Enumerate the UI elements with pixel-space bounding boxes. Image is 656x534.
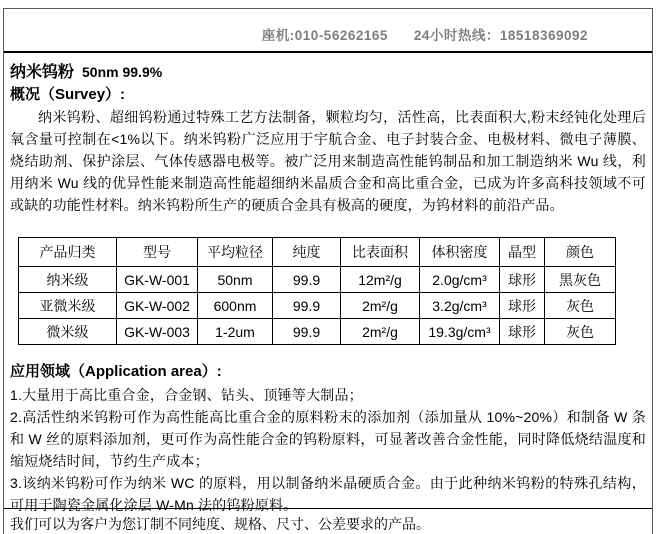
- cell-color: 灰色: [545, 293, 616, 319]
- cell-bulk-density: 19.3g/cm³: [420, 319, 500, 345]
- cell-color: 黑灰色: [545, 267, 616, 293]
- cell-particle-size: 600nm: [198, 293, 273, 319]
- phone-number: 座机:010-56262165: [261, 28, 388, 43]
- cell-crystal: 球形: [500, 293, 545, 319]
- document-body: [4, 53, 652, 516]
- col-header-color: 颜色: [545, 238, 616, 267]
- col-header-particle-size: 平均粒径: [198, 238, 273, 267]
- cell-purity: 99.9: [273, 267, 341, 293]
- table-header-row: [19, 238, 616, 267]
- custom-order-note: 我们可以为客户为您订制不同纯度、规格、尺寸、公差要求的产品。: [10, 516, 430, 532]
- cell-model: GK-W-002: [117, 293, 198, 319]
- cell-crystal: 球形: [500, 267, 545, 293]
- cell-surface-area: 2m²/g: [341, 319, 420, 345]
- col-header-crystal: 晶型: [500, 238, 545, 267]
- col-header-model: 型号: [117, 238, 198, 267]
- col-header-purity: 纯度: [273, 238, 341, 267]
- cell-bulk-density: 3.2g/cm³: [420, 293, 500, 319]
- product-spec: 50nm 99.9%: [82, 64, 163, 80]
- page-title: [10, 62, 646, 83]
- col-header-category: 产品归类: [19, 238, 117, 267]
- table-row: [19, 319, 616, 345]
- table-row: [19, 267, 616, 293]
- cell-surface-area: 12m²/g: [341, 267, 420, 293]
- cell-model: GK-W-003: [117, 319, 198, 345]
- document-page: [3, 8, 653, 534]
- cell-category: 纳米级: [19, 267, 117, 293]
- cell-model: GK-W-001: [117, 267, 198, 293]
- survey-heading: 概况（Survey）:: [10, 86, 126, 103]
- footer-band: [4, 508, 652, 534]
- hotline-number: 24小时热线：18518369092: [413, 28, 588, 43]
- cell-purity: 99.9: [273, 293, 341, 319]
- application-list: [10, 384, 646, 516]
- cell-particle-size: 50nm: [198, 267, 273, 293]
- cell-crystal: 球形: [500, 319, 545, 345]
- product-name: 纳米钨粉: [10, 64, 75, 81]
- col-header-surface-area: 比表面积: [341, 238, 420, 267]
- col-header-bulk-density: 体积密度: [420, 238, 500, 267]
- contact-bar: [4, 9, 652, 53]
- cell-purity: 99.9: [273, 319, 341, 345]
- survey-paragraph: 纳米钨粉、超细钨粉通过特殊工艺方法制备，颗粒均匀，活性高，比表面积大,粉末经钝化处理后氧含量可控制在<1%以下。纳米钨粉广泛应用于宇航合金、电子封装合金、电极材料、微电子薄膜、烧结助剂、保护涂层、气体传感器电极等。被广泛用来制造高性能钨制品和加工制造纳米 Wu 线，利用纳米 Wu 线的优异性能来制造高性能超细纳米晶质合金和高比重合金，已成为许多高科技领域不可或缺的功能性材料。纳米钨粉所生产的硬质合金具有极高的硬度，为钨材料的前沿产品。: [10, 109, 646, 213]
- application-item: 3.该纳米钨粉可作为纳米 WC 的原料，用以制备纳米晶硬质合金。由于此种纳米钨粉的特殊孔结构，可用于陶瓷金属化涂层 W-Mn 法的钨粉原料。: [10, 475, 646, 513]
- cell-category: 亚微米级: [19, 293, 117, 319]
- cell-color: 灰色: [545, 319, 616, 345]
- cell-category: 微米级: [19, 319, 117, 345]
- cell-particle-size: 1-2um: [198, 319, 273, 345]
- table-row: [19, 293, 616, 319]
- application-heading: 应用领域（Application area）:: [10, 363, 222, 380]
- cell-surface-area: 2m²/g: [341, 293, 420, 319]
- cell-bulk-density: 2.0g/cm³: [420, 267, 500, 293]
- application-item: 2.高活性纳米钨粉可作为高性能高比重合金的原料粉末的添加剂（添加量从 10%~20%）和制备 W 条和 W 丝的原料添加剂，更可作为高性能合金的钨粉原料，可显著改善合金性能，同时降低烧结温度和缩短烧结时间，节约生产成本；: [10, 409, 646, 469]
- product-spec-table: [18, 237, 616, 345]
- application-item: 1.大量用于高比重合金，合金钢、钻头、顶锤等大制品；: [10, 387, 363, 403]
